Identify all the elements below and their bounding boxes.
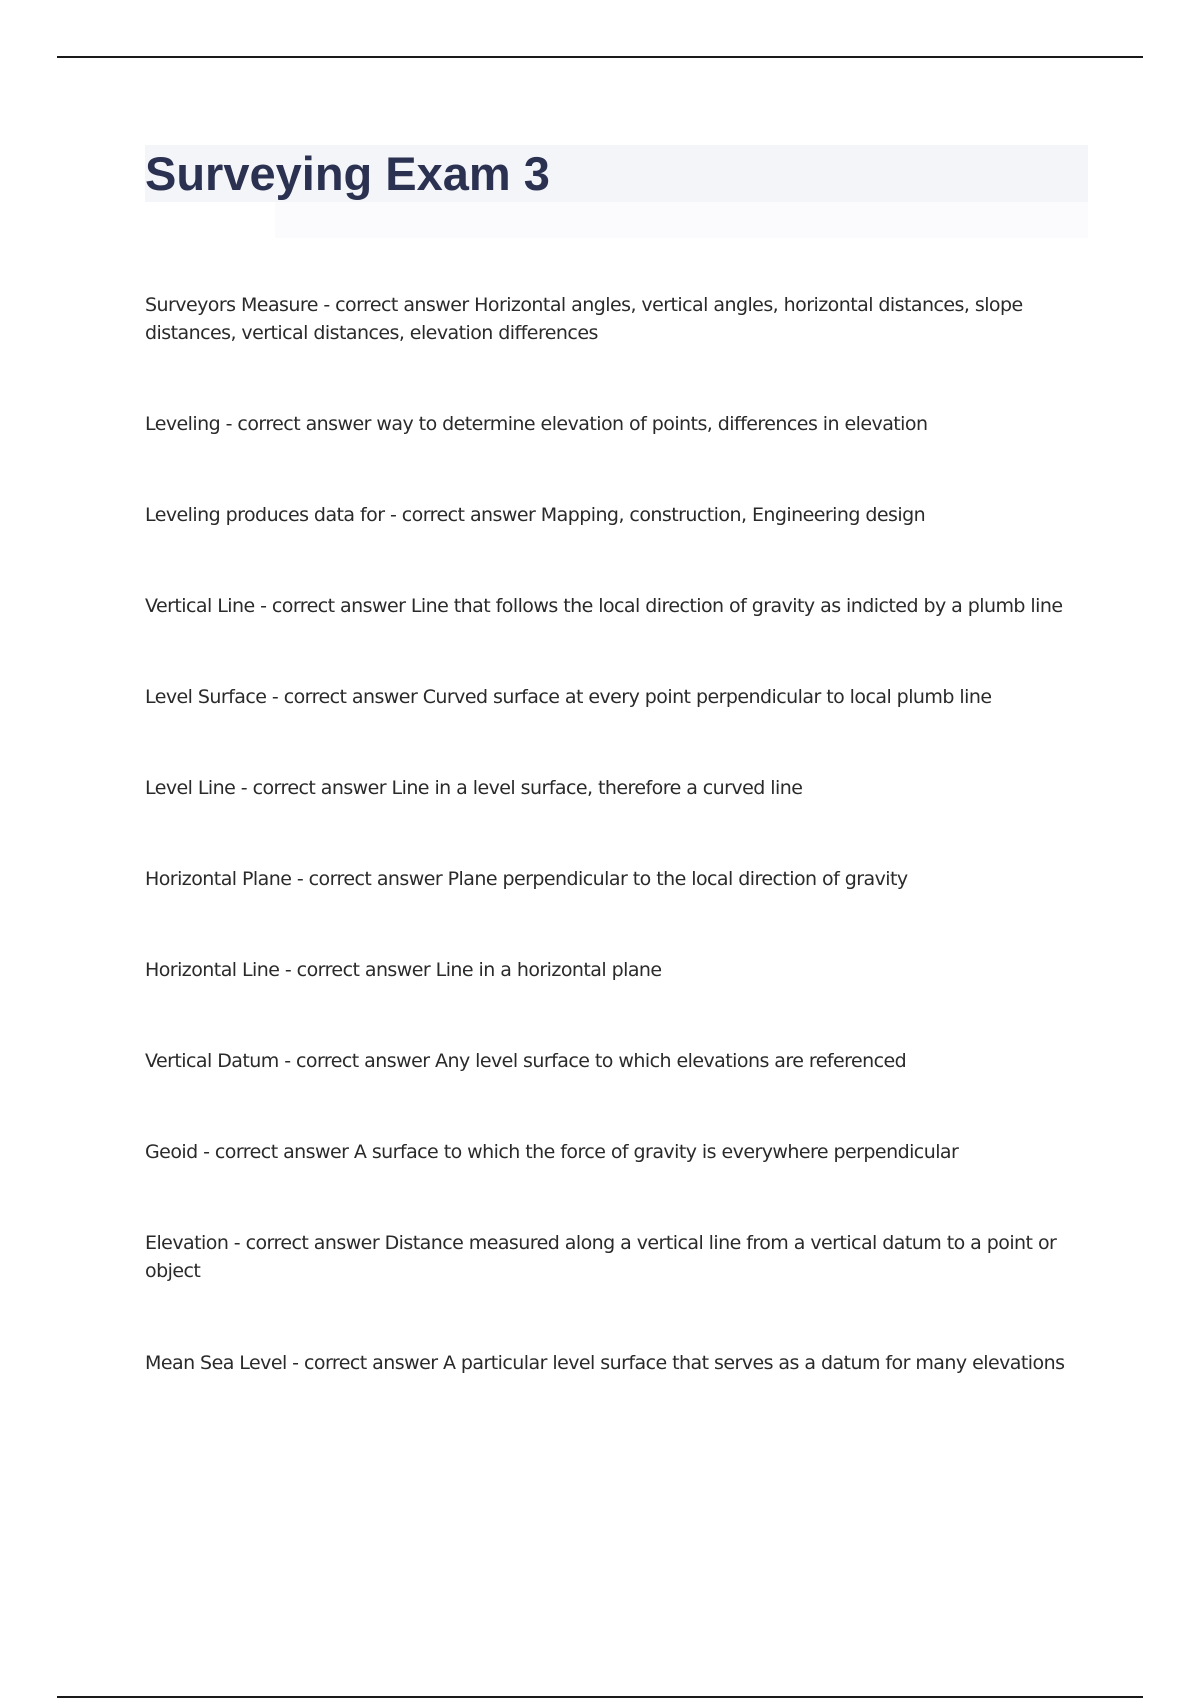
flashcard-item: Vertical Datum - correct answer Any level surface to which elevations are referenced [145, 1050, 907, 1072]
flashcard-item: Surveyors Measure - correct answer Horizontal angles, vertical angles, horizontal distances, slope distances, vertical distances, elevation differences [145, 294, 1023, 344]
flashcard-item: Level Surface - correct answer Curved surface at every point perpendicular to local plumb line [145, 686, 992, 708]
page-title: Surveying Exam 3 [145, 147, 550, 200]
top-rule [57, 56, 1143, 58]
flashcard-item: Geoid - correct answer A surface to which the force of gravity is everywhere perpendicular [145, 1141, 959, 1163]
flashcard-item: Leveling produces data for - correct answer Mapping, construction, Engineering design [145, 504, 926, 526]
bottom-rule [57, 1696, 1143, 1698]
title-band-shade [275, 202, 1088, 238]
flashcard-item: Leveling - correct answer way to determine elevation of points, differences in elevation [145, 413, 928, 435]
flashcard-item: Level Line - correct answer Line in a level surface, therefore a curved line [145, 777, 803, 799]
flashcard-item: Elevation - correct answer Distance measured along a vertical line from a vertical datum to a point or object [145, 1232, 1057, 1282]
flashcard-item: Horizontal Line - correct answer Line in a horizontal plane [145, 959, 662, 981]
flashcard-item: Mean Sea Level - correct answer A particular level surface that serves as a datum for many elevations [145, 1352, 1065, 1374]
flashcard-item: Horizontal Plane - correct answer Plane perpendicular to the local direction of gravity [145, 868, 908, 890]
flashcard-item: Vertical Line - correct answer Line that follows the local direction of gravity as indicted by a plumb line [145, 595, 1063, 617]
